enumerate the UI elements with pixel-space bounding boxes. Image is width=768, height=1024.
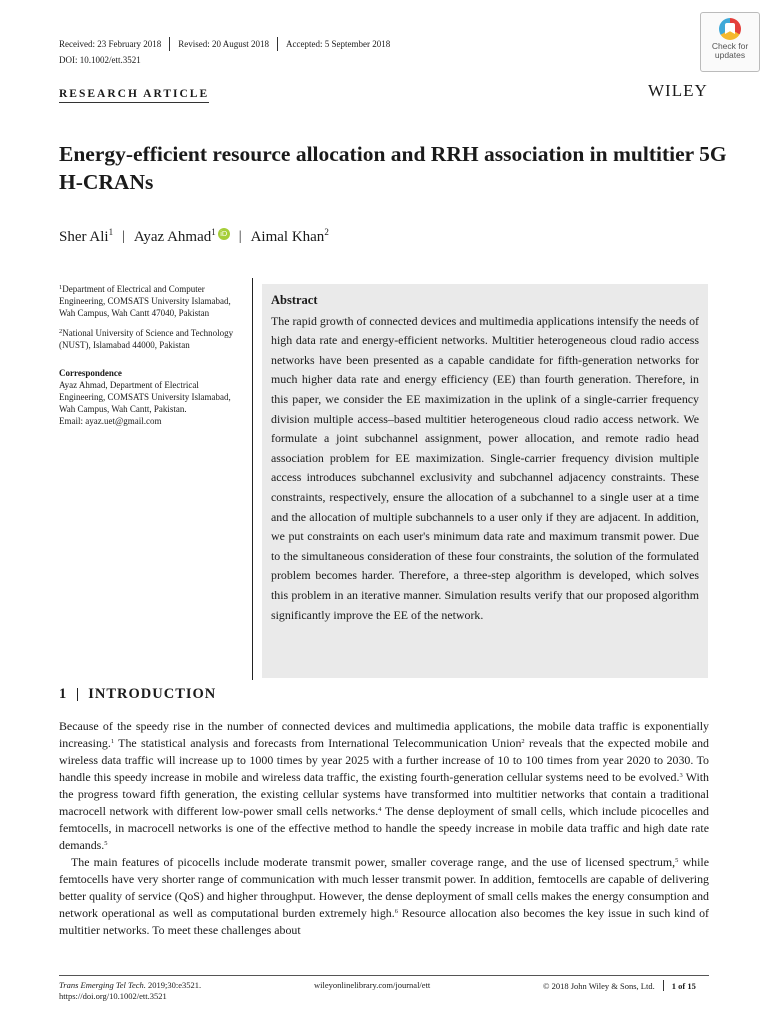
footer-right: [543, 980, 696, 991]
received-date: Received: 23 February 2018: [59, 39, 162, 49]
badge-line-1: Check for: [711, 41, 749, 51]
citation-ref[interactable]: 3: [679, 772, 683, 779]
doi: DOI: 10.1002/ett.3521: [59, 55, 141, 65]
divider: [169, 37, 170, 51]
citation-ref[interactable]: 6: [394, 908, 398, 915]
section-number: 1: [59, 686, 68, 702]
paragraph: Because of the speedy rise in the number of connected devices and multimedia applications, the mobile data traffic is exponentially increasing.$^1$ The statistical analysis and forecasts from International Telecommunication Union$^2$ reveals that the expected mobile and wireless data traffic will increase up to 1000 times by year 2025 with a further increase of 10 to 100 times from year 2020 to 2030. To handle this speedy increase in mobile and wireless data traffic, the existing fourth-generation cellular systems need to be evolved.$^3$ With the progress toward fifth generation, the existing cellular systems have transformed into multitier networks that contain a traditional macrocell network with different low-power small cells networks.$^4$ The dense deployment of small cells, which include picocelles and femtocells, in macrocell networks is one of the effective method to handle the speedy increase in mobile data traffic and high date rate demands.$^5$: [59, 719, 709, 852]
citation-ref[interactable]: 5: [675, 857, 679, 864]
divider: |: [122, 228, 125, 244]
footer-doi-link[interactable]: https://doi.org/10.1002/ett.3521: [59, 991, 167, 1001]
divider: [77, 688, 78, 701]
footer-rule: [59, 975, 709, 976]
paragraph: The main features of picocells include moderate transmit power, smaller coverage range, and the use of licensed spectrum,$^5$ while femtocells have very shorter range of communication with much lesser transmit power. In addition, femtocells are capable of delivering better quality of service (QoS) and higher throughput. However, the dense deployment of small cells makes the energy consumption and network operational as well as computational burden extremely high.$^6$ Resource allocation also becomes the key issue in such kind of multitier networks. To meet these challenges about: [59, 855, 709, 937]
article-dates: [59, 37, 390, 51]
author[interactable]: Ayaz Ahmad$^1$ iD: [134, 227, 230, 246]
citation-ref[interactable]: 2: [521, 738, 525, 745]
abstract-text: The rapid growth of connected devices and multimedia applications intensify the needs of high data rate and energy-efficient networks. Multitier heterogeneous cloud radio access networks have been presented as a capable candidate for fifth-generation networks for much higher data rate and energy efficiency (EE) than fourth generation. Therefore, in this paper, we consider the EE maximization in the uplink of a single-carrier frequency division multiple access–based multitier heterogeneous cloud radio access network. We formulate a joint subchannel assignment, power allocation, and remote radio head association problem for EE maximization. Single-carrier frequency division multiple access introduces subchannel exclusivity and subchannel adjacency constraints. These constraints, respectively, ensure the allocation of a subchannel to a single user at a time and the allocation of multiple subchannels to a user only if they are adjacent. In addition, we put constraints on each user's minimum data rate and maximum transmit power. Due to the simultaneous consideration of these four constraints, the solution of the formulated problem becomes harder. Therefore, a three-step algorithm is developed, which solves this problem in an iterative manner. Simulation results verify that our proposed algorithm significantly improve the EE of the network.: [271, 313, 699, 622]
affiliation: $^2$National University of Science and Technology (NUST), Islamabad 44000, Pakistan: [59, 328, 234, 350]
citation-ref[interactable]: 5: [104, 840, 108, 847]
correspondence-title: Correspondence: [59, 368, 122, 378]
divider: [277, 37, 278, 51]
correspondence-text: Ayaz Ahmad, Department of Electrical Engineering, COMSATS University Islamabad, Wah Campus, Wah Cantt, Pakistan.: [59, 380, 231, 414]
divider: [663, 980, 664, 991]
check-for-updates-button[interactable]: [700, 12, 760, 72]
affiliations: [59, 282, 244, 427]
citation-ref[interactable]: 1: [110, 738, 115, 745]
orcid-icon[interactable]: iD: [218, 228, 230, 240]
section-title: INTRODUCTION: [88, 686, 217, 702]
section-label: RESEARCH ARTICLE: [59, 88, 209, 103]
author[interactable]: Aimal Khan$^2$: [250, 227, 329, 245]
intro-body: [59, 718, 709, 939]
crossmark-icon: [719, 18, 741, 40]
citation-ref[interactable]: 4: [378, 806, 382, 813]
accepted-date: Accepted: 5 September 2018: [286, 39, 391, 49]
section-heading: [59, 686, 216, 703]
badge-line-2: updates: [714, 50, 746, 60]
footer-citation: Trans Emerging Tel Tech. 2019;30:e3521. https://doi.org/10.1002/ett.3521: [59, 980, 202, 1001]
divider: |: [238, 228, 242, 244]
column-divider: [252, 278, 253, 680]
abstract-box: [262, 284, 708, 678]
revised-date: Revised: 20 August 2018: [178, 39, 269, 49]
paper-title: Energy-efficient resource allocation and RRH association in multitier 5G H-CRANs: [59, 142, 727, 194]
page-number: 1 of 15: [671, 980, 696, 991]
author[interactable]: Sher Ali$^1$: [59, 227, 114, 245]
copyright: © 2018 John Wiley & Sons, Ltd.: [543, 980, 655, 991]
footer-site-link[interactable]: wileyonlinelibrary.com/journal/ett: [314, 980, 431, 990]
affiliation: $^1$Department of Electrical and Computer Engineering, COMSATS University Islamabad, Wah Campus, Wah Cantt 47040, Pakistan: [59, 284, 231, 318]
abstract-heading: Abstract: [271, 293, 318, 307]
correspondence-email[interactable]: Email: ayaz.uet@gmail.com: [59, 416, 162, 426]
publisher-logo: WILEY: [648, 81, 708, 100]
author-list: [59, 227, 329, 246]
